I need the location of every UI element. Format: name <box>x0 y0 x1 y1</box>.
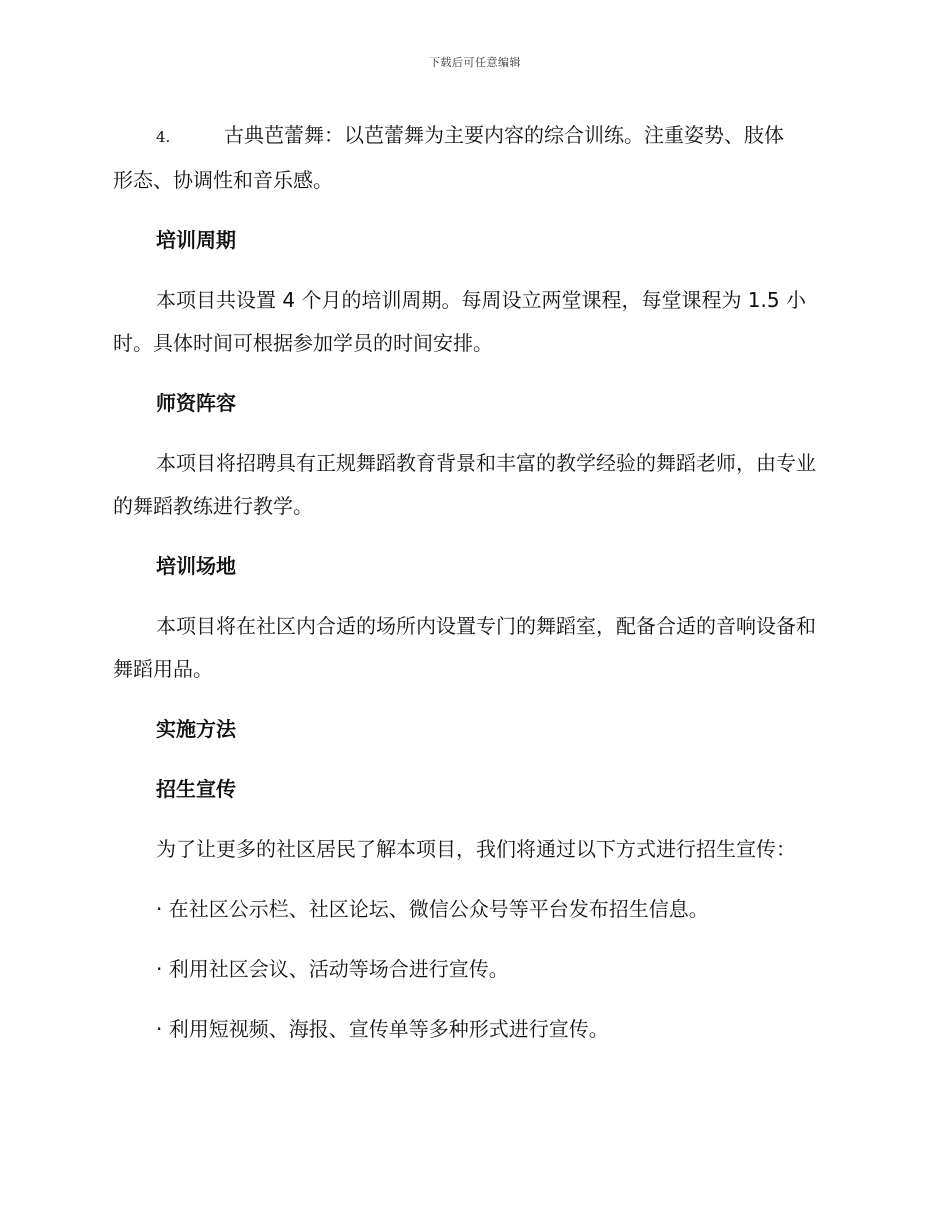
heading-teachers: 师资阵容 <box>156 391 236 415</box>
paragraph-teachers: 本项目将招聘具有正规舞蹈教育背景和丰富的教学经验的舞蹈老师，由专业的舞蹈教练进行教学。 <box>113 451 816 518</box>
list-item-4 <box>113 114 835 159</box>
bullet-item: · 利用短视频、海报、宣传单等多种形式进行宣传。 <box>156 1017 609 1041</box>
paragraph-training-cycle: 本项目共设置 4 个月的培训周期。每周设立两堂课程，每堂课程为 1.5 小时。具体时间可根据参加学员的时间安排。 <box>113 288 806 355</box>
heading-recruitment: 招生宣传 <box>156 777 236 801</box>
list-item-number: 4. <box>156 128 171 146</box>
page-header: 下载后可任意编辑 <box>429 56 521 69</box>
heading-training-cycle: 培训周期 <box>156 228 236 252</box>
list-item-text-line2: 形态、协调性和音乐感。 <box>113 168 333 192</box>
paragraph-venue: 本项目将在社区内合适的场所内设置专门的舞蹈室，配备合适的音响设备和舞蹈用品。 <box>113 614 816 681</box>
list-item-text-line1: 古典芭蕾舞：以芭蕾舞为主要内容的综合训练。注重姿势、肢体 <box>224 123 784 147</box>
document-body <box>113 114 835 1051</box>
bullet-item: · 利用社区会议、活动等场合进行宣传。 <box>156 957 509 981</box>
heading-venue: 培训场地 <box>156 554 236 578</box>
bullet-item: · 在社区公示栏、社区论坛、微信公众号等平台发布招生信息。 <box>156 897 709 921</box>
paragraph-recruitment: 为了让更多的社区居民了解本项目，我们将通过以下方式进行招生宣传： <box>156 837 796 861</box>
heading-implementation: 实施方法 <box>156 717 236 741</box>
